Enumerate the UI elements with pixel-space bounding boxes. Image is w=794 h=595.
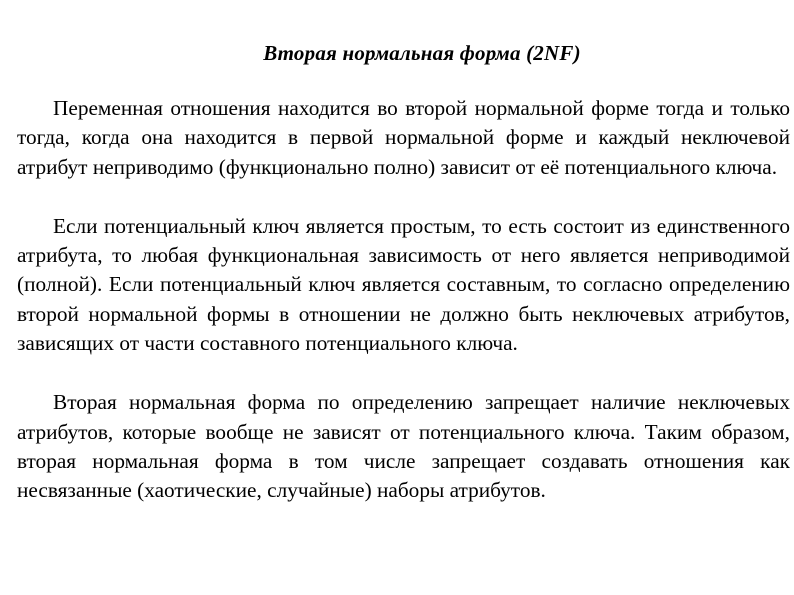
- paragraph-prohibition: Вторая нормальная форма по определению запрещает наличие неключевых атрибутов, которые вообще не зависят от потенциального ключа. Таким образом, вторая нормальная форма в том числе запрещает создавать отношения как несвязанные (хаотические, случайные) наборы атрибутов.: [17, 390, 790, 503]
- document-body: [17, 94, 790, 506]
- document-title: Вторая нормальная форма (2NF): [263, 41, 581, 65]
- paragraph-simple-composite-key: Если потенциальный ключ является простым, то есть состоит из единственного атрибута, то любая функциональная зависимость от него является неприводимой (полной). Если потенциальный ключ является составным, то согласно определению второй нормальной формы в отношении не должно быть неключевых атрибутов, зависящих от части составного потенциального ключа.: [17, 213, 790, 356]
- paragraph-definition: Переменная отношения находится во второй нормальной форме тогда и только тогда, когда она находится в первой нормальной форме и каждый неключевой атрибут неприводимо (функционально полно) зависит от её потенциального ключа.: [17, 96, 790, 179]
